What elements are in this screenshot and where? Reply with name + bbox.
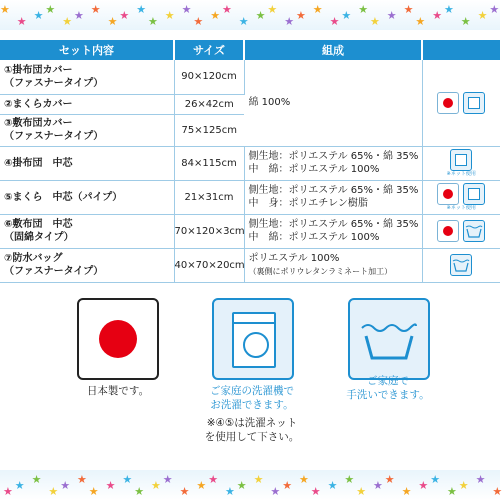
item-size: 70×120×3cm: [174, 214, 244, 248]
item-size: 75×125cm: [174, 114, 244, 146]
hand-wash-icon: [463, 220, 485, 242]
star-icon: ★: [444, 3, 454, 16]
star-icon: ★: [415, 15, 426, 28]
star-icon: ★: [267, 3, 278, 16]
item-size: 21×31cm: [174, 180, 244, 214]
net-note: ※ネット使用: [446, 171, 476, 177]
composition-line: 側生地：ポリエステル 65%・綿 35%: [248, 185, 419, 196]
star-icon: ★: [134, 485, 145, 498]
star-icon: ★: [477, 9, 488, 22]
star-icon: ★: [210, 9, 221, 22]
star-icon: ★: [475, 473, 486, 486]
hand-wash-large-icon: [348, 298, 430, 380]
item-name-line: ③敷布団カバー: [4, 118, 73, 129]
item-name: [0, 248, 174, 282]
item-name: [0, 114, 174, 146]
star-icon: ★: [0, 3, 10, 16]
star-icon: ★: [225, 485, 235, 498]
item-name: [0, 94, 174, 114]
washing-machine-large-icon: [212, 298, 294, 380]
star-icon: ★: [310, 485, 321, 498]
star-icon: ★: [33, 9, 44, 22]
star-icon: ★: [432, 9, 443, 22]
star-icon: ★: [62, 15, 73, 28]
star-icon: ★: [90, 3, 101, 16]
star-icon: ★: [77, 473, 87, 486]
star-icon: ★: [356, 485, 367, 498]
composition-line: 側生地：ポリエステル 65%・綿 35%: [248, 151, 419, 162]
star-icon: ★: [107, 15, 118, 28]
star-icon: ★: [253, 473, 264, 486]
header-care: [422, 40, 500, 60]
item-composition: [244, 60, 422, 146]
header-size: サイズ: [174, 40, 244, 60]
star-icon: ★: [384, 473, 395, 486]
star-icon: ★: [492, 485, 502, 498]
star-icon: ★: [341, 9, 352, 22]
washing-machine-icon: [450, 149, 472, 171]
table-row: [0, 180, 500, 214]
hand-wash-caption: [326, 374, 450, 402]
washing-machine-icon: [463, 183, 485, 205]
star-icon: ★: [222, 3, 232, 16]
item-name-line: ②まくらカバー: [4, 98, 73, 110]
composition-line: 中 綿：ポリエステル 100%: [248, 232, 380, 243]
hand-wash-icon: [450, 254, 472, 276]
composition-line: 側生地：ポリエステル 65%・綿 35%: [248, 219, 419, 230]
star-icon: ★: [401, 485, 412, 498]
item-name-line: ⑦防水バッグ: [4, 253, 63, 264]
washer-caption-line: お洗濯できます。: [210, 399, 294, 411]
star-icon: ★: [48, 485, 59, 498]
star-icon: ★: [373, 479, 383, 492]
star-icon: ★: [136, 3, 147, 16]
item-name: [0, 146, 174, 180]
star-icon: ★: [3, 485, 13, 498]
care-icons: [422, 214, 500, 248]
star-icon: ★: [193, 15, 204, 28]
care-icons: [422, 180, 500, 214]
star-icon: ★: [312, 3, 323, 16]
net-note: ※ネット使用: [446, 205, 476, 211]
star-icon: ★: [299, 473, 309, 486]
star-icon: ★: [430, 473, 441, 486]
item-name: [0, 60, 174, 94]
item-name: [0, 180, 174, 214]
star-icon: ★: [329, 15, 340, 28]
item-name: [0, 214, 174, 248]
item-name-line: （ファスナータイプ）: [4, 131, 104, 142]
composition-line: （裏側にポリウレタンラミネート加工）: [248, 267, 393, 276]
star-icon: ★: [270, 485, 281, 498]
header-set-contents: セット内容: [0, 40, 174, 60]
star-icon: ★: [105, 479, 116, 492]
star-icon: ★: [16, 15, 27, 28]
star-icon: ★: [447, 485, 457, 498]
spec-table: [0, 40, 500, 283]
item-size: 90×120cm: [174, 60, 244, 94]
washer-caption: [182, 384, 322, 412]
star-icon: ★: [151, 479, 161, 492]
star-icon: ★: [60, 479, 71, 492]
item-name-line: ⑥敷布団 中芯: [4, 219, 73, 230]
star-icon: ★: [164, 9, 175, 22]
star-icon: ★: [119, 9, 130, 22]
product-spec-sheet: [0, 40, 500, 468]
hand-wash-caption-line: ご家庭で: [367, 375, 409, 387]
star-icon: ★: [344, 473, 355, 486]
item-composition: [244, 248, 422, 282]
star-icon: ★: [370, 15, 380, 28]
star-icon: ★: [460, 15, 471, 28]
star-border-bottom: [0, 470, 500, 500]
composition-line: 中 綿：ポリエステル 100%: [248, 164, 380, 175]
star-border-top: [0, 0, 500, 30]
star-icon: ★: [208, 473, 219, 486]
hand-wash-caption-line: 手洗いできます。: [346, 389, 430, 401]
star-icon: ★: [122, 473, 133, 486]
composition-line: 綿 100%: [248, 97, 291, 109]
star-icon: ★: [236, 479, 247, 492]
star-icon: ★: [14, 479, 25, 492]
table-row: [0, 60, 500, 94]
item-composition: [244, 146, 422, 180]
washer-note-line: を使用して下さい。: [204, 431, 300, 443]
composition-line: 中 身：ポリエチレン樹脂: [248, 198, 368, 209]
star-icon: ★: [284, 15, 295, 28]
item-name-line: （ファスナータイプ）: [4, 266, 104, 277]
washer-net-note: [182, 416, 322, 444]
star-icon: ★: [282, 479, 293, 492]
table-header: [0, 40, 500, 60]
star-icon: ★: [386, 9, 397, 22]
care-icons: [422, 60, 500, 146]
washer-note-line: ※④⑤は洗濯ネット: [206, 417, 298, 429]
star-icon: ★: [162, 473, 173, 486]
care-icons: [422, 146, 500, 180]
star-icon: ★: [489, 3, 500, 16]
star-icon: ★: [458, 479, 469, 492]
item-name-line: ④掛布団 中芯: [4, 157, 73, 169]
star-icon: ★: [196, 479, 207, 492]
table-row: [0, 248, 500, 282]
item-composition: [244, 180, 422, 214]
washer-caption-line: ご家庭の洗濯機で: [210, 385, 294, 397]
star-icon: ★: [255, 9, 266, 22]
made-in-japan-icon: [437, 220, 459, 242]
care-icons: [422, 248, 500, 282]
star-icon: ★: [45, 3, 56, 16]
item-name-line: ⑤まくら 中芯（パイプ）: [4, 191, 123, 203]
star-icon: ★: [148, 15, 158, 28]
composition-line: ポリエステル 100%: [248, 253, 340, 264]
star-icon: ★: [358, 3, 369, 16]
star-icon: ★: [74, 9, 84, 22]
star-icon: ★: [31, 473, 42, 486]
star-icon: ★: [327, 479, 338, 492]
star-icon: ★: [88, 485, 99, 498]
header-composition: 組成: [244, 40, 422, 60]
item-size: 40×70×20cm: [174, 248, 244, 282]
star-icon: ★: [403, 3, 414, 16]
item-name-line: ①掛布団カバー: [4, 64, 73, 76]
item-name-line: （ファスナータイプ）: [4, 77, 104, 89]
item-composition: [244, 214, 422, 248]
table-row: [0, 146, 500, 180]
item-size: 84×115cm: [174, 146, 244, 180]
star-icon: ★: [296, 9, 306, 22]
item-name-line: （固綿タイプ）: [4, 232, 74, 243]
made-in-japan-caption: 日本製です。: [86, 385, 150, 397]
made-in-japan-large-icon: [77, 298, 159, 380]
star-icon: ★: [179, 485, 190, 498]
made-in-japan-icon: [437, 92, 459, 114]
star-icon: ★: [238, 15, 249, 28]
table-row: [0, 214, 500, 248]
made-in-japan-icon: [437, 183, 459, 205]
star-icon: ★: [181, 3, 192, 16]
star-icon: ★: [418, 479, 429, 492]
item-size: 26×42cm: [174, 94, 244, 114]
washing-machine-icon: [463, 92, 485, 114]
